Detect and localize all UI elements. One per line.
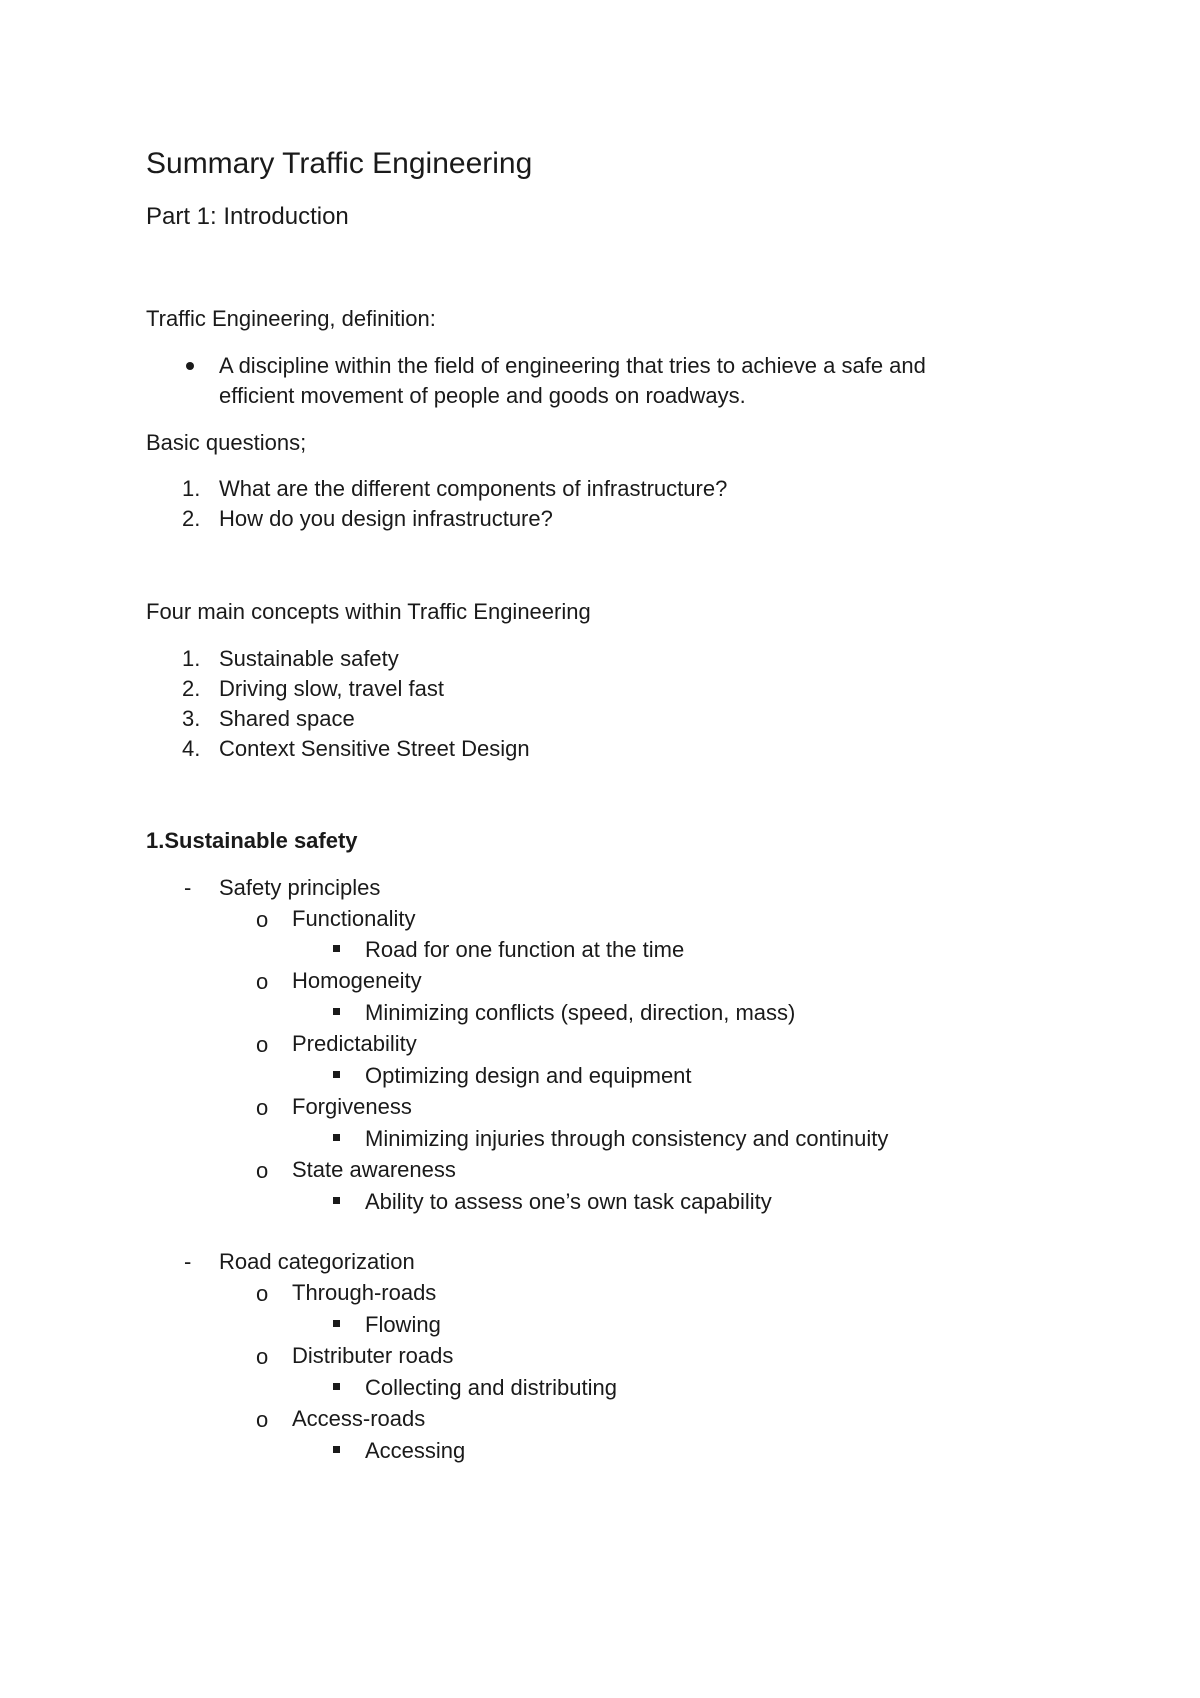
- list-heading: Road categorization: [219, 1249, 415, 1274]
- question-number: 1.: [182, 476, 201, 501]
- list-heading: Safety principles: [219, 875, 381, 900]
- document-title: Summary Traffic Engineering: [146, 147, 533, 180]
- principle-detail: Optimizing design and equipment: [365, 1063, 692, 1088]
- circle-marker: o: [256, 1095, 269, 1120]
- bullet-dot-icon: [186, 362, 194, 370]
- principle-name: Functionality: [292, 906, 416, 931]
- definition-label: Traffic Engineering, definition:: [146, 306, 436, 331]
- circle-marker: o: [256, 1158, 269, 1183]
- circle-marker: o: [256, 969, 269, 994]
- circle-marker: o: [256, 1032, 269, 1057]
- circle-marker: o: [256, 907, 269, 932]
- concept-item: Sustainable safety: [219, 646, 399, 671]
- question-item: How do you design infrastructure?: [219, 506, 553, 531]
- road-type-name: Access-roads: [292, 1406, 426, 1431]
- question-item: What are the different components of infrastructure?: [219, 476, 728, 501]
- concept-number: 4.: [182, 736, 201, 761]
- definition-text-line1: A discipline within the field of engineering that tries to achieve a safe and: [219, 353, 926, 378]
- principle-name: Predictability: [292, 1031, 417, 1056]
- concept-item: Context Sensitive Street Design: [219, 736, 530, 761]
- principle-detail: Ability to assess one’s own task capability: [365, 1189, 772, 1214]
- section-heading: 1.Sustainable safety: [146, 828, 358, 853]
- definition-text-line2: efficient movement of people and goods on roadways.: [219, 383, 746, 408]
- square-bullet-icon: [333, 1134, 340, 1141]
- road-type-detail: Collecting and distributing: [365, 1375, 617, 1400]
- principle-detail: Minimizing injuries through consistency and continuity: [365, 1126, 889, 1151]
- principle-detail: Road for one function at the time: [365, 937, 685, 962]
- concept-item: Driving slow, travel fast: [219, 676, 444, 701]
- square-bullet-icon: [333, 1446, 340, 1453]
- principle-name: State awareness: [292, 1157, 456, 1182]
- dash-marker: -: [184, 1249, 192, 1274]
- concept-number: 3.: [182, 706, 201, 731]
- square-bullet-icon: [333, 945, 340, 952]
- road-type-name: Distributer roads: [292, 1343, 454, 1368]
- basic-questions-label: Basic questions;: [146, 430, 307, 455]
- concept-number: 1.: [182, 646, 201, 671]
- concepts-label: Four main concepts within Traffic Engineering: [146, 599, 591, 624]
- road-type-detail: Flowing: [365, 1312, 441, 1337]
- square-bullet-icon: [333, 1071, 340, 1078]
- concept-item: Shared space: [219, 706, 355, 731]
- concept-number: 2.: [182, 676, 201, 701]
- square-bullet-icon: [333, 1008, 340, 1015]
- question-number: 2.: [182, 506, 201, 531]
- circle-marker: o: [256, 1344, 269, 1369]
- part-heading: Part 1: Introduction: [146, 203, 349, 230]
- square-bullet-icon: [333, 1197, 340, 1204]
- road-type-name: Through-roads: [292, 1280, 437, 1305]
- circle-marker: o: [256, 1281, 269, 1306]
- square-bullet-icon: [333, 1383, 340, 1390]
- road-type-detail: Accessing: [365, 1438, 466, 1463]
- dash-marker: -: [184, 875, 192, 900]
- square-bullet-icon: [333, 1320, 340, 1327]
- circle-marker: o: [256, 1407, 269, 1432]
- principle-detail: Minimizing conflicts (speed, direction, mass): [365, 1000, 796, 1025]
- principle-name: Homogeneity: [292, 968, 422, 993]
- principle-name: Forgiveness: [292, 1094, 412, 1119]
